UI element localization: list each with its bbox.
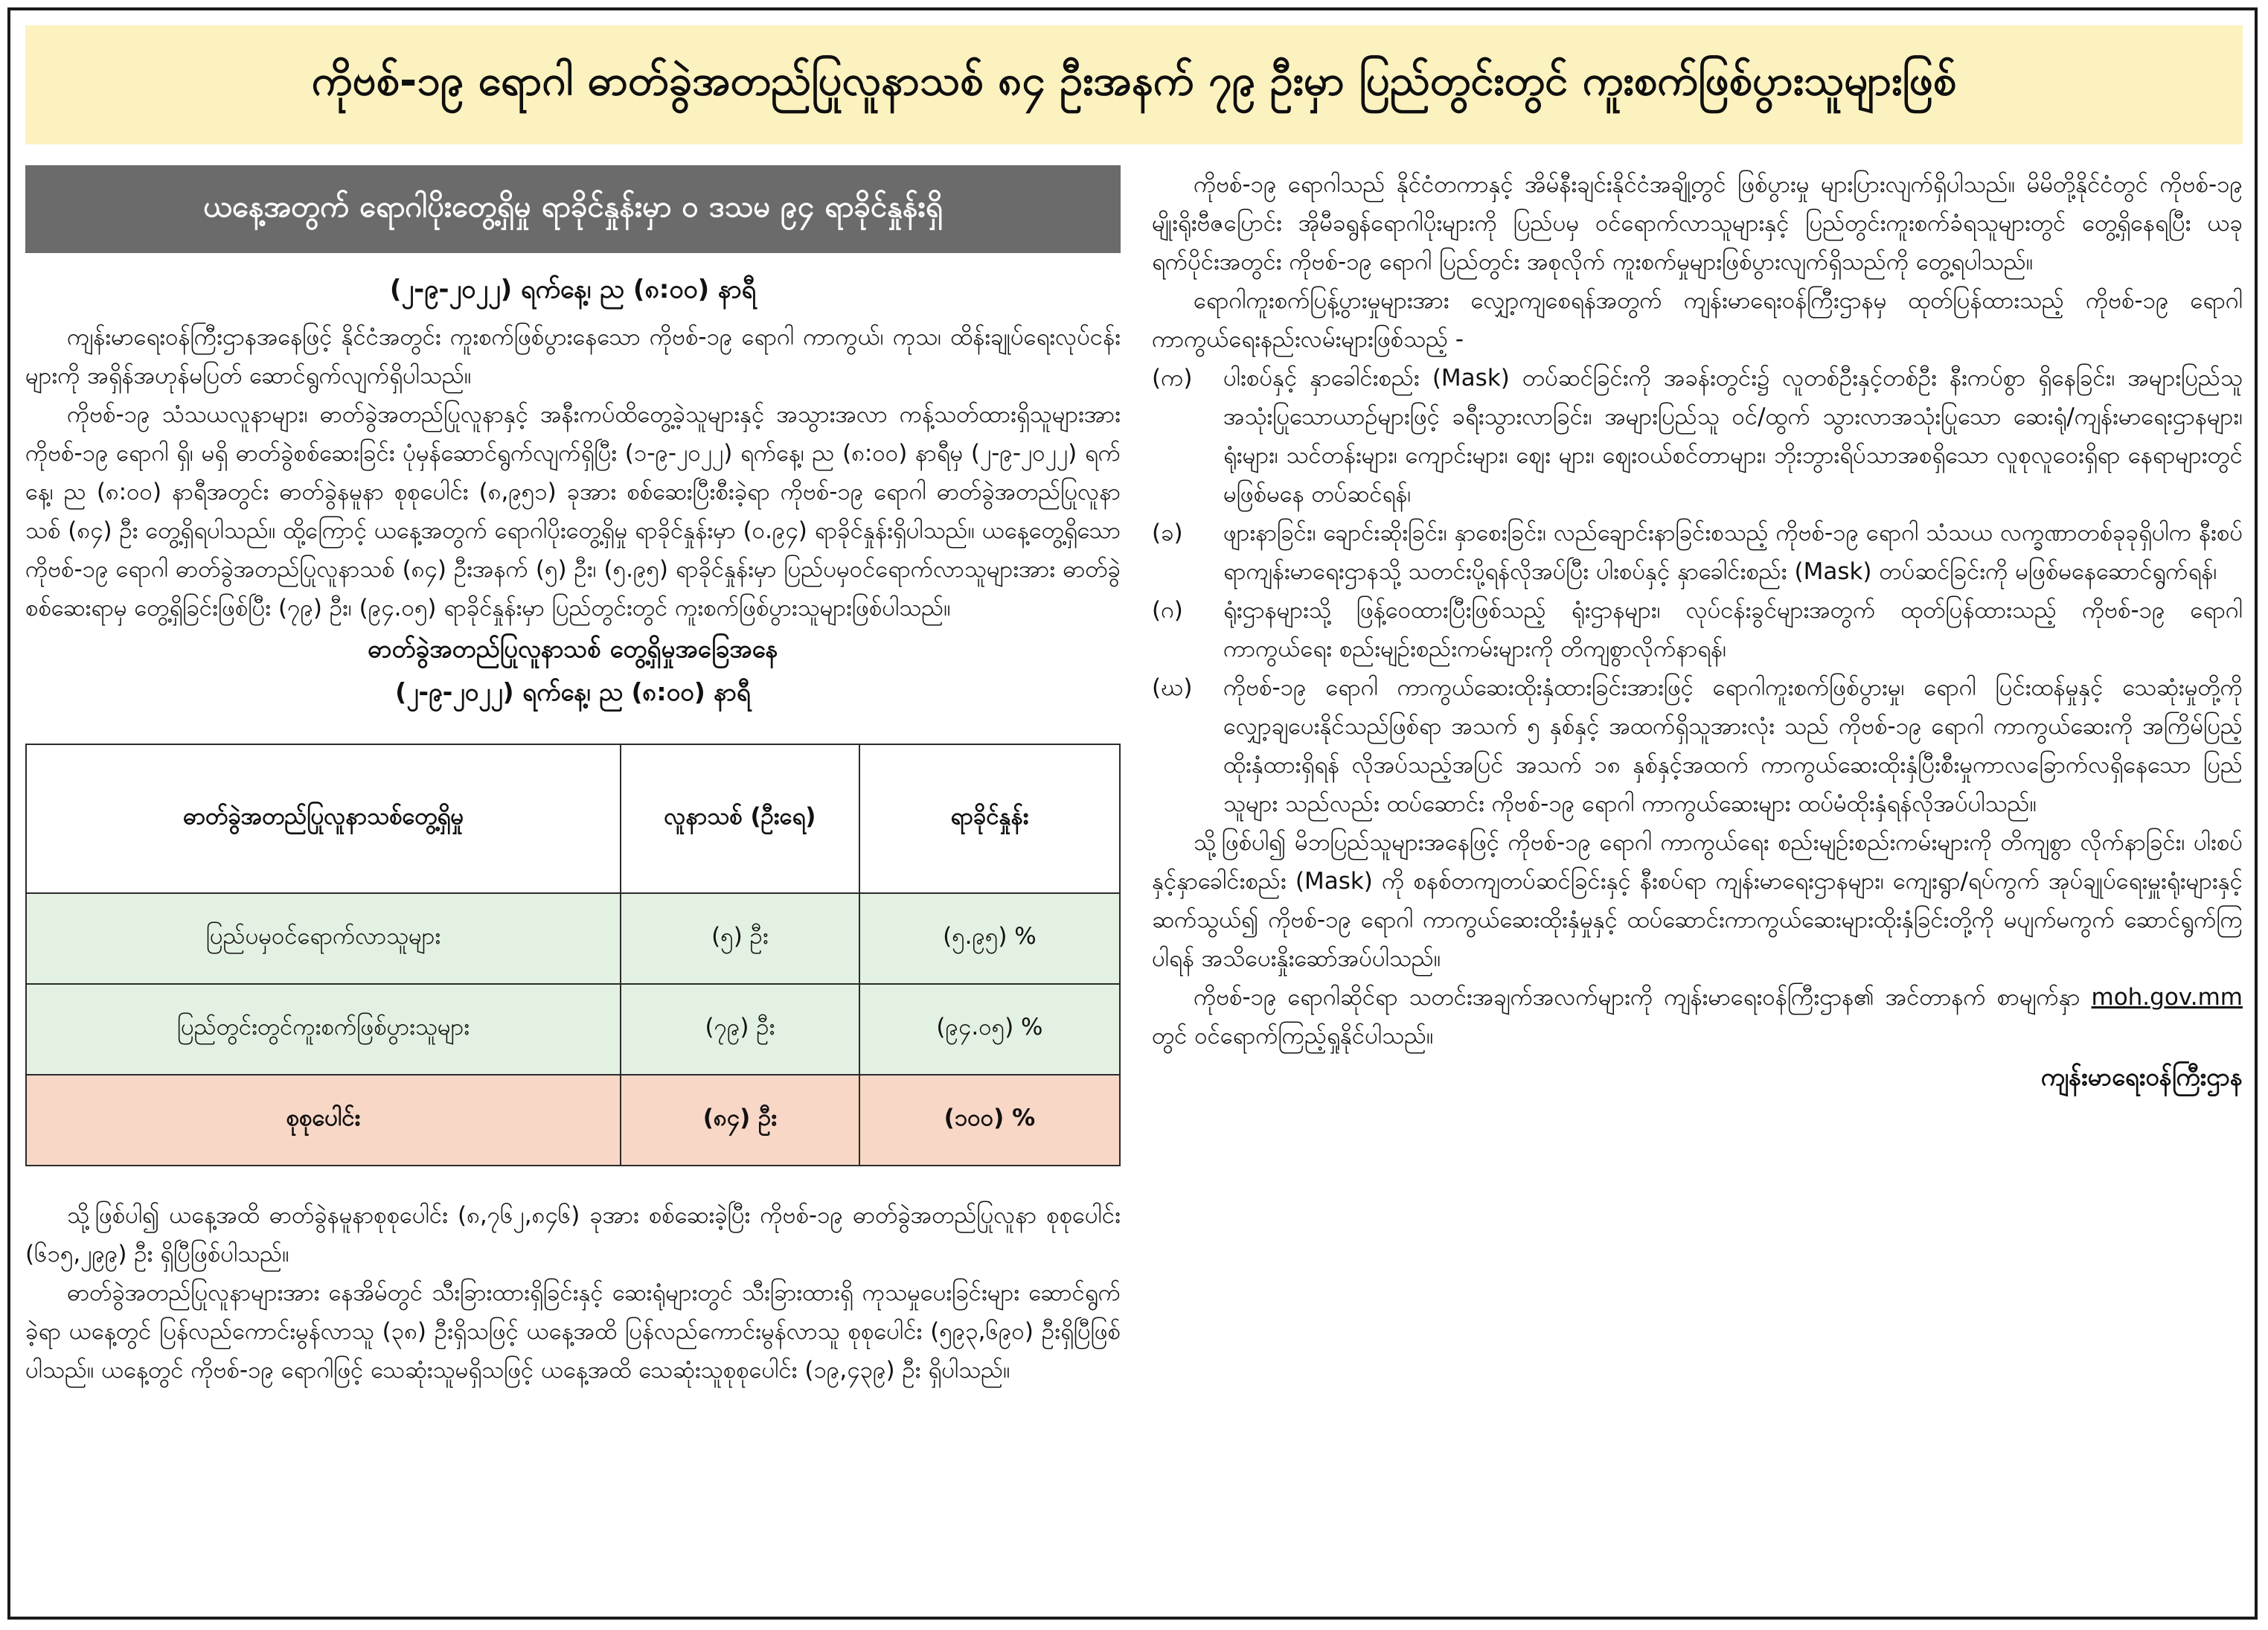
website-link[interactable]: moh.gov.mm bbox=[2091, 984, 2243, 1011]
table-header-row bbox=[26, 744, 1120, 893]
list-item bbox=[1152, 359, 2243, 514]
website-text-before: ကိုဗစ်-၁၉ ရောဂါဆိုင်ရာ သတင်းအချက်အလက်များကို ကျန်းမာရေးဝန်ကြီးဌာန၏ အင်တာနက် စာမျက်နှာ bbox=[1194, 984, 2080, 1011]
cell-category: စုစုပေါင်း bbox=[26, 1075, 621, 1166]
list-item-text: ပါးစပ်နှင့် နှာခေါင်းစည်း (Mask) တပ်ဆင်ခြင်းကို အခန်းတွင်း၌ လူတစ်ဦးနှင့်တစ်ဦး နီးကပ်စွာ ရှိနေခြင်း၊ အများပြည်သူအသုံးပြုသောယာဉ်များဖြင့် ခရီးသွားလာခြင်း၊ အများပြည်သူ ဝင်/ထွက် သွားလာအသုံးပြုသော ဆေးရုံ/ကျန်းမာရေးဌာနများ၊ ရုံးများ၊ သင်တန်းများ၊ ကျောင်းများ၊ ဈေး များ၊ ဈေးဝယ်စင်တာများ၊ ဘိုးဘွားရိပ်သာအစရှိသော လူစုလူဝေးရှိရာ နေရာများတွင် မဖြစ်မနေ တပ်ဆင်ရန်၊ bbox=[1223, 365, 2243, 508]
table-date: (၂-၉-၂၀၂၂) ရက်နေ့၊ ည (၈:၀၀) နာရီ bbox=[395, 677, 751, 706]
issuer-signature: ကျန်းမာရေးဝန်ကြီးဌာန bbox=[2040, 1062, 2243, 1091]
cell-count: (၇၉) ဦး bbox=[621, 984, 859, 1075]
list-item bbox=[1152, 514, 2243, 591]
cell-percent: (၉၄.၀၅) % bbox=[859, 984, 1120, 1075]
cell-percent: (၁၀၀) % bbox=[859, 1075, 1120, 1166]
header-count: လူနာသစ် (ဦးရေ) bbox=[621, 744, 859, 893]
report-dateline: (၂-၉-၂၀၂၂) ရက်နေ့၊ ည (၈:၀၀) နာရီ bbox=[389, 275, 757, 304]
paragraph-website bbox=[1152, 978, 2243, 1055]
table-total-row bbox=[26, 1075, 1120, 1166]
list-item-text: ကိုဗစ်-၁၉ ရောဂါ ကာကွယ်ဆေးထိုးနှံထားခြင်းအားဖြင့် ရောဂါကူးစက်ဖြစ်ပွားမှု၊ ရောဂါ ပြင်းထန်မှုနှင့် သေဆုံးမှုတို့ကို လျှော့ချပေးနိုင်သည်ဖြစ်ရာ အသက် ၅ နှစ်နှင့် အထက်ရှိသူအားလုံး သည် ကိုဗစ်-၁၉ ရောဂါ ကာကွယ်ဆေးကို အကြိမ်ပြည့်ထိုးနှံထားရှိရန် လိုအပ်သည့်အပြင် အသက် ၁၈ နှစ်နှင့်အထက် ကာကွယ်ဆေးထိုးနှံပြီးစီးမှုကာလခြောက်လရှိနေသော ပြည်သူများ သည်လည်း ထပ်ဆောင်း ကိုဗစ်-၁၉ ရောဂါ ကာကွယ်ဆေးများ ထပ်မံထိုးနှံရန်လိုအပ်ပါသည်။ bbox=[1223, 674, 2243, 817]
header-percent: ရာခိုင်နှုန်း bbox=[859, 744, 1120, 893]
list-item bbox=[1152, 668, 2243, 823]
list-item-label: (က) bbox=[1152, 365, 1193, 391]
list-item-label: (ခ) bbox=[1152, 520, 1183, 546]
header-category: ဓာတ်ခွဲအတည်ပြုလူနာသစ်တွေ့ရှိမှု bbox=[26, 744, 621, 893]
cell-count: (၅) ဦး bbox=[621, 893, 859, 984]
list-item-text: ဖျားနာခြင်း၊ ချောင်းဆိုးခြင်း၊ နှာစေးခြင်း၊ လည်ချောင်းနာခြင်းစသည့် ကိုဗစ်-၁၉ ရောဂါ သံသယ လက္ခဏာတစ်ခုခုရှိပါက နီးစပ်ရာကျန်းမာရေးဌာနသို့ သတင်းပို့ရန်လိုအပ်ပြီး ပါးစပ်နှင့် နှာခေါင်းစည်း (Mask) တပ်ဆင်ခြင်းကို မဖြစ်မနေဆောင်ရွက်ရန်၊ bbox=[1223, 520, 2243, 585]
list-item bbox=[1152, 591, 2243, 668]
table-title: ဓာတ်ခွဲအတည်ပြုလူနာသစ် တွေ့ရှိမှုအခြေအနေ bbox=[368, 634, 778, 663]
paragraph-intro: ကျန်းမာရေးဝန်ကြီးဌာနအနေဖြင့် နိုင်ငံအတွင်း ကူးစက်ဖြစ်ပွားနေသော ကိုဗစ်-၁၉ ရောဂါ ကာကွယ်၊ ကုသ၊ ထိန်းချုပ်ရေးလုပ်ငန်းများကို အရှိန်အဟုန်မပြတ် ဆောင်ရွက်လျက်ရှိပါသည်။ bbox=[25, 324, 1121, 389]
table-row bbox=[26, 893, 1120, 984]
list-item-label: (ဃ) bbox=[1152, 674, 1193, 701]
new-cases-table bbox=[25, 744, 1121, 1166]
paragraph-recovery: ဓာတ်ခွဲအတည်ပြုလူနာများအား နေအိမ်တွင် သီးခြားထားရှိခြင်းနှင့် ဆေးရုံများတွင် သီးခြားထားရှိ ကုသမှုပေးခြင်းများ ဆောင်ရွက်ခဲ့ရာ ယနေ့တွင် ပြန်လည်ကောင်းမွန်လာသူ (၃၈) ဦးရှိသဖြင့် ယနေ့အထိ ပြန်လည်ကောင်းမွန်လာသူ စုစုပေါင်း (၅၉၃,၆၉၀) ဦးရှိပြီဖြစ်ပါသည်။ ယနေ့တွင် ကိုဗစ်-၁၉ ရောဂါဖြင့် သေဆုံးသူမရှိသဖြင့် ယနေ့အထိ သေဆုံးသူစုစုပေါင်း (၁၉,၄၃၉) ဦး ရှိပါသည်။ bbox=[25, 1279, 1121, 1384]
left-column bbox=[25, 165, 1121, 1390]
paragraph-cumulative: သို့ဖြစ်ပါ၍ ယနေ့အထိ ဓာတ်ခွဲနမူနာစုစုပေါင်း (၈,၇၆၂,၈၄၆) ခုအား စစ်ဆေးခဲ့ပြီး ကိုဗစ်-၁၉ ဓာတ်ခွဲအတည်ပြုလူနာ စုစုပေါင်း (၆၁၅,၂၉၉) ဦး ရှိပြီဖြစ်ပါသည်။ bbox=[25, 1202, 1121, 1268]
paragraph-advice: သို့ဖြစ်ပါ၍ မိဘပြည်သူများအနေဖြင့် ကိုဗစ်-၁၉ ရောဂါ ကာကွယ်ရေး စည်းမျဉ်းစည်းကမ်းများကို တိကျစွာ လိုက်နာခြင်း၊ ပါးစပ်နှင့်နှာခေါင်းစည်း (Mask) ကို စနစ်တကျတပ်ဆင်ခြင်းနှင့် နီးစပ်ရာ ကျန်းမာရေးဌာနများ၊ ကျေးရွာ/ရပ်ကွက် အုပ်ချုပ်ရေးမှူးရုံးများနှင့်ဆက်သွယ်၍ ကိုဗစ်-၁၉ ရောဂါ ကာကွယ်ဆေးထိုးနှံမှုနှင့် ထပ်ဆောင်းကာကွယ်ဆေးများထိုးနှံခြင်းတို့ကို မပျက်မကွက် ဆောင်ရွက်ကြ ပါရန် အသိပေးနှိုးဆော်အပ်ပါသည်။ bbox=[1152, 829, 2243, 972]
website-text-after: တွင် ဝင်ရောက်ကြည့်ရှုနိုင်ပါသည်။ bbox=[1152, 1023, 1434, 1049]
cell-category: ပြည်ပမှဝင်ရောက်လာသူများ bbox=[26, 893, 621, 984]
paragraph-test-results: ကိုဗစ်-၁၉ သံသယလူနာများ၊ ဓာတ်ခွဲအတည်ပြုလူနာနှင့် အနီးကပ်ထိတွေ့ခဲ့သူများနှင့် အသွားအလာ ကန့်သတ်ထားရှိသူများအား ကိုဗစ်-၁၉ ရောဂါ ရှိ၊ မရှိ ဓာတ်ခွဲစစ်ဆေးခြင်း ပုံမှန်ဆောင်ရွက်လျက်ရှိပြီး (၁-၉-၂၀၂၂) ရက်နေ့၊ ည (၈:၀၀) နာရီမှ (၂-၉-၂၀၂၂) ရက်နေ့၊ ည (၈:၀၀) နာရီအတွင်း ဓာတ်ခွဲနမူနာ စုစုပေါင်း (၈,၉၅၁) ခုအား စစ်ဆေးပြီးစီးခဲ့ရာ ကိုဗစ်-၁၉ ရောဂါ ဓာတ်ခွဲအတည်ပြုလူနာသစ် (၈၄) ဦး တွေ့ရှိရပါသည်။ ထို့ကြောင့် ယနေ့အတွက် ရောဂါပိုးတွေ့ရှိမှု ရာခိုင်နှုန်းမှာ (၀.၉၄) ရာခိုင်နှုန်းရှိပါသည်။ ယနေ့တွေ့ရှိသော ကိုဗစ်-၁၉ ရောဂါ ဓာတ်ခွဲအတည်ပြုလူနာသစ် (၈၄) ဦးအနက် (၅) ဦး၊ (၅.၉၅) ရာခိုင်နှုန်းမှာ ပြည်ပမှဝင်ရောက်လာသူများအား ဓာတ်ခွဲစစ်ဆေးရာမှ တွေ့ရှိခြင်းဖြစ်ပြီး (၇၉) ဦး၊ (၉၄.၀၅) ရာခိုင်နှုန်းမှာ ပြည်တွင်းတွင် ကူးစက်ဖြစ်ပွားသူများဖြစ်ပါသည်။ bbox=[25, 401, 1121, 621]
subheadline: ယနေ့အတွက် ရောဂါပိုးတွေ့ရှိမှု ရာခိုင်နှုန်းမှာ ၀ ဒသမ ၉၄ ရာခိုင်နှုန်းရှိ bbox=[25, 165, 1121, 253]
cell-count: (၈၄) ဦး bbox=[621, 1075, 859, 1166]
right-column bbox=[1152, 165, 2243, 1098]
paragraph-situation: ကိုဗစ်-၁၉ ရောဂါသည် နိုင်ငံတကာနှင့် အိမ်နီးချင်းနိုင်ငံအချို့တွင် ဖြစ်ပွားမှု များပြားလျက်ရှိပါသည်။ မိမိတို့နိုင်ငံတွင် ကိုဗစ်-၁၉ မျိုးရိုးဗီဇပြောင်း အိုမီခရွန်ရောဂါပိုးများကို ပြည်ပမှ ဝင်ရောက်လာသူများနှင့် ပြည်တွင်းကူးစက်ခံရသူများတွင် တွေ့ရှိနေရပြီး ယခုရက်ပိုင်းအတွင်း ကိုဗစ်-၁၉ ရောဂါ ပြည်တွင်း အစုလိုက် ကူးစက်မှုများဖြစ်ပွားလျက်ရှိသည်ကို တွေ့ရပါသည်။ bbox=[1152, 171, 2243, 275]
paragraph-prevention-intro: ရောဂါကူးစက်ပြန့်ပွားမှုများအား လျှော့ကျစေရန်အတွက် ကျန်းမာရေးဝန်ကြီးဌာနမှ ထုတ်ပြန်ထားသည့် ကိုဗစ်-၁၉ ရောဂါ ကာကွယ်ရေးနည်းလမ်းများဖြစ်သည့် - bbox=[1152, 287, 2243, 353]
headline: ကိုဗစ်-၁၉ ရောဂါ ဓာတ်ခွဲအတည်ပြုလူနာသစ် ၈၄ ဦးအနက် ၇၉ ဦးမှာ ပြည်တွင်းတွင် ကူးစက်ဖြစ်ပွားသူများဖြစ် bbox=[25, 25, 2243, 144]
table-row bbox=[26, 984, 1120, 1075]
cell-category: ပြည်တွင်းတွင်ကူးစက်ဖြစ်ပွားသူများ bbox=[26, 984, 621, 1075]
cell-percent: (၅.၉၅) % bbox=[859, 893, 1120, 984]
list-item-label: (ဂ) bbox=[1152, 597, 1183, 624]
list-item-text: ရုံးဌာနများသို့ ဖြန့်ဝေထားပြီးဖြစ်သည့် ရုံးဌာနများ၊ လုပ်ငန်းခွင်များအတွက် ထုတ်ပြန်ထားသည့် ကိုဗစ်-၁၉ ရောဂါကာကွယ်ရေး စည်းမျဉ်းစည်းကမ်းများကို တိကျစွာလိုက်နာရန်၊ bbox=[1223, 597, 2243, 662]
